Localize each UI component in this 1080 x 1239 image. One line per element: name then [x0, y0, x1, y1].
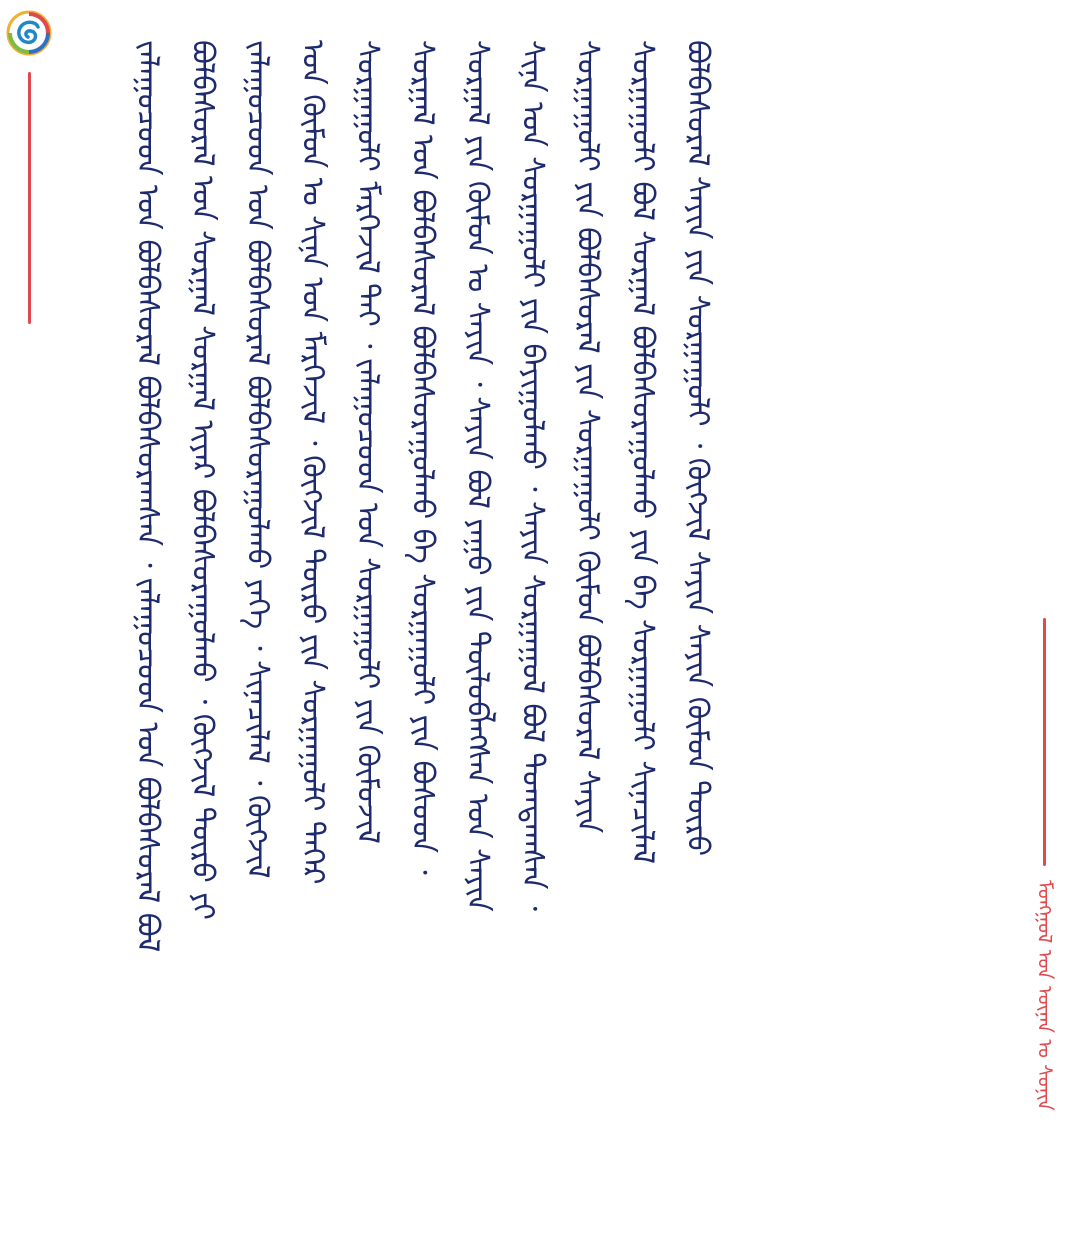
left-divider: [28, 72, 31, 324]
text-column: ᠵᠠᠯᠠᠭᠤᠴᠤᠳ ᠤᠨ ᠪᠣᠯᠪᠠᠰᠤᠷᠠᠯ ᠪᠣᠯᠪᠠᠰᠤᠷᠠᠭᠰᠠᠨ ᠂ ᠵᠠᠯᠠᠭᠤᠴᠤᠳ ᠤᠨ ᠪᠣᠯᠪᠠᠰᠤᠷᠠᠯ ᠪᠣᠯ: [130, 40, 165, 953]
article-body: [120, 40, 980, 1200]
text-column: ᠰᠤᠷᠭᠠᠯ ᠶᠢᠨ ᠬᠦᠮᠦᠨ ᠤ ᠰᠠᠶᠢᠨ ᠂ ᠰᠠᠶᠢᠨ ᠪᠣᠯ ᠶᠠᠭᠤ ᠶᠢᠨ ᠲᠥᠯᠥᠪᠯᠡᠭᠰᠡᠨ ᠤᠨ ᠰᠠᠶᠢᠨ: [460, 40, 495, 912]
text-column: ᠰᠢᠨᠡ ᠤᠨ ᠰᠤᠷᠭᠠᠭᠤᠯᠢ ᠶᠢᠨ ᠪᠠᠶᠢᠭᠤᠯᠬᠤ ᠂ ᠰᠠᠶᠢᠨ ᠰᠤᠷᠭᠠᠭᠤᠯ ᠪᠣᠯ ᠲᠣᠭᠲᠠᠭᠰᠠᠨ ᠂: [515, 40, 550, 912]
text-column: ᠪᠣᠯᠪᠠᠰᠤᠷᠠᠯ ᠰᠠᠶᠢᠨ ᠶᠢᠨ ᠰᠤᠷᠭᠠᠭᠤᠯᠢ ᠂ ᠬᠥᠭᠵᠢᠯ ᠰᠠᠶᠢᠨ ᠰᠠᠶᠢᠨ ᠬᠥᠮᠦᠨ ᠲᠥᠷᠥ: [680, 40, 715, 857]
text-column: ᠰᠤᠷᠭᠠᠭᠤᠯᠢ ᠪᠣᠯ ᠰᠤᠷᠭᠠᠯ ᠪᠣᠯᠪᠠᠰᠤᠷᠠᠭᠤᠯᠬᠤ ᠶᠢᠨ ᠪᠠ ᠰᠤᠷᠭᠠᠭᠤᠯᠢ ᠰᠢᠨᠡᠴᠢᠯᠡᠯ: [625, 40, 660, 865]
text-column: ᠤᠨ ᠬᠥᠮᠦᠨ ᠤ ᠰᠢᠨᠡ ᠤᠨ ᠮᠡᠷᠭᠡᠵᠢᠯ ᠂ ᠬᠥᠭᠵᠢᠯ ᠲᠥᠷᠥ ᠶᠢᠨ ᠰᠤᠷᠭᠠᠭᠤᠯᠢ ᠳᠡᠭᠡᠷ: [295, 40, 330, 885]
text-column: ᠰᠤᠷᠭᠠᠭᠤᠯᠢ ᠶᠢᠨ ᠪᠣᠯᠪᠠᠰᠤᠷᠠᠯ ᠶᠢᠨ ᠰᠤᠷᠭᠠᠭᠤᠯᠢ ᠬᠦᠮᠦᠨ ᠪᠣᠯᠪᠠᠰᠤᠷᠠᠯ ᠰᠠᠶᠢᠨ: [570, 40, 605, 834]
right-divider: [1043, 618, 1046, 866]
text-column: ᠰᠤᠷᠭᠠᠯ ᠤᠨ ᠪᠣᠯᠪᠠᠰᠤᠷᠠᠯ ᠪᠣᠯᠪᠠᠰᠤᠷᠠᠭᠤᠯᠬᠤ ᠪᠠ ᠰᠤᠷᠭᠠᠭᠤᠯᠢ ᠶᠢᠨ ᠪᠤᠰᠤᠳ ᠂: [405, 40, 440, 875]
text-column: ᠰᠤᠷᠭᠠᠭᠤᠯᠢ ᠮᠡᠷᠭᠡᠵᠢᠯ ᠲᠡᠢ ᠂ ᠵᠠᠯᠠᠭᠤᠴᠤᠳ ᠤᠨ ᠰᠤᠷᠭᠠᠭᠤᠯᠢ ᠶᠢᠨ ᠬᠥᠮᠦᠵᠢᠯ: [350, 40, 385, 844]
text-column: ᠪᠣᠯᠪᠠᠰᠤᠷᠠᠯ ᠤᠨ ᠰᠤᠷᠭᠠᠯ ᠰᠤᠷᠭᠠᠯ ᠢᠶᠠᠷ ᠪᠣᠯᠪᠠᠰᠤᠷᠠᠭᠤᠯᠬᠤ ᠂ ᠬᠥᠭᠵᠢᠯ ᠲᠥᠷᠥ ᠶᠢ: [185, 40, 220, 920]
text-column: ᠵᠠᠯᠠᠭᠤᠴᠤᠳ ᠤᠨ ᠪᠣᠯᠪᠠᠰᠤᠷᠠᠯ ᠪᠣᠯᠪᠠᠰᠤᠷᠠᠭᠤᠯᠬᠤ ᠶᠡᠬᠡ ᠂ ᠰᠢᠨᠡᠴᠢᠯᠡᠯ ᠂ ᠬᠥᠭᠵᠢᠯ: [240, 40, 275, 879]
source-caption: ᠮᠣᠩᠭᠣᠯ ᠤᠨ ᠦᠨᠡᠨ ᠤ ᠰᠣᠨᠢᠨ: [1033, 880, 1057, 1111]
logo-icon: [6, 10, 52, 56]
